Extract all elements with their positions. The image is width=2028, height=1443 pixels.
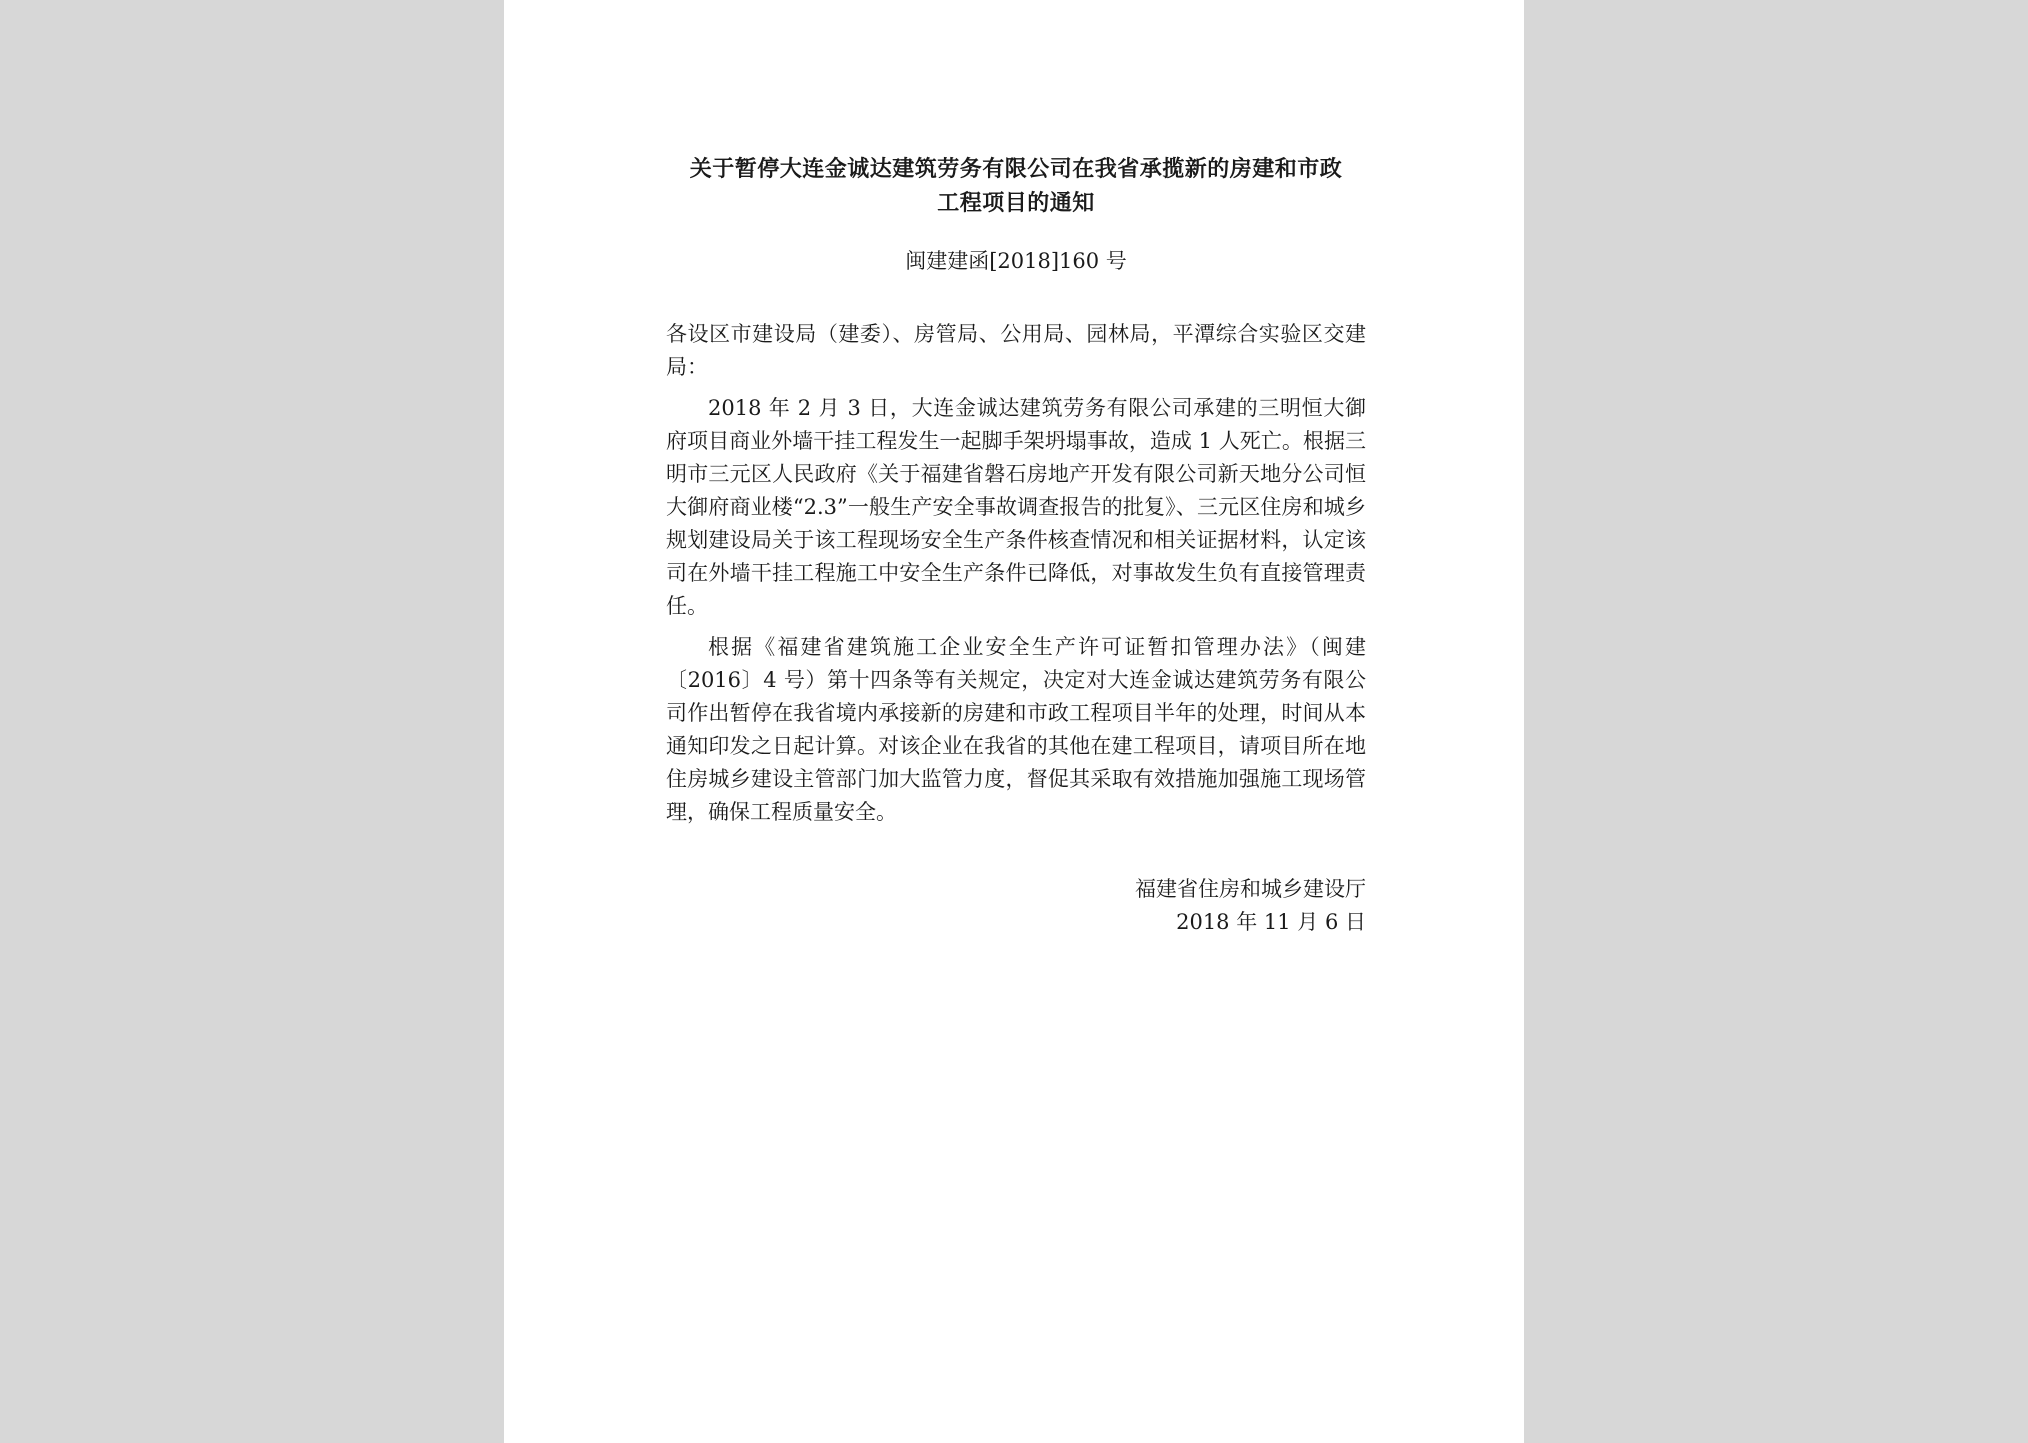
document-number: 闽建建函[2018]160 号 bbox=[905, 249, 1127, 273]
signature-block bbox=[666, 873, 1366, 939]
document-content bbox=[666, 152, 1366, 939]
addressee: 各设区市建设局（建委）、房管局、公用局、园林局，平潭综合实验区交建局： bbox=[666, 322, 1366, 379]
issuer-name: 福建省住房和城乡建设厅 bbox=[1135, 877, 1366, 901]
issue-date: 2018 年 11 月 6 日 bbox=[1176, 910, 1366, 934]
document-title bbox=[666, 152, 1366, 220]
title-line-1: 关于暂停大连金诚达建筑劳务有限公司在我省承揽新的房建和市政 bbox=[689, 156, 1343, 182]
body-paragraph-2: 根据《福建省建筑施工企业安全生产许可证暂扣管理办法》（闽建〔2016〕4 号）第十四条等有关规定，决定对大连金诚达建筑劳务有限公司作出暂停在我省境内承接新的房建和市政工程项目半年的处理，时间从本通知印发之日起计算。对该企业在我省的其他在建工程项目，请项目所在地住房城乡建设主管部门加大监管力度，督促其采取有效措施加强施工现场管理，确保工程质量安全。 bbox=[666, 635, 1366, 824]
body-paragraph-1: 2018 年 2 月 3 日，大连金诚达建筑劳务有限公司承建的三明恒大御府项目商业外墙干挂工程发生一起脚手架坍塌事故，造成 1 人死亡。根据三明市三元区人民政府《关于福建省磐石房地产开发有限公司新天地分公司恒大御府商业楼“2.3”一般生产安全事故调查报告的批复》、三元区住房和城乡规划建设局关于该工程现场安全生产条件核查情况和相关证据材料，认定该司在外墙干挂工程施工中安全生产条件已降低，对事故发生负有直接管理责任。 bbox=[666, 396, 1366, 618]
title-line-2: 工程项目的通知 bbox=[937, 190, 1095, 216]
document-page bbox=[504, 0, 1524, 1443]
